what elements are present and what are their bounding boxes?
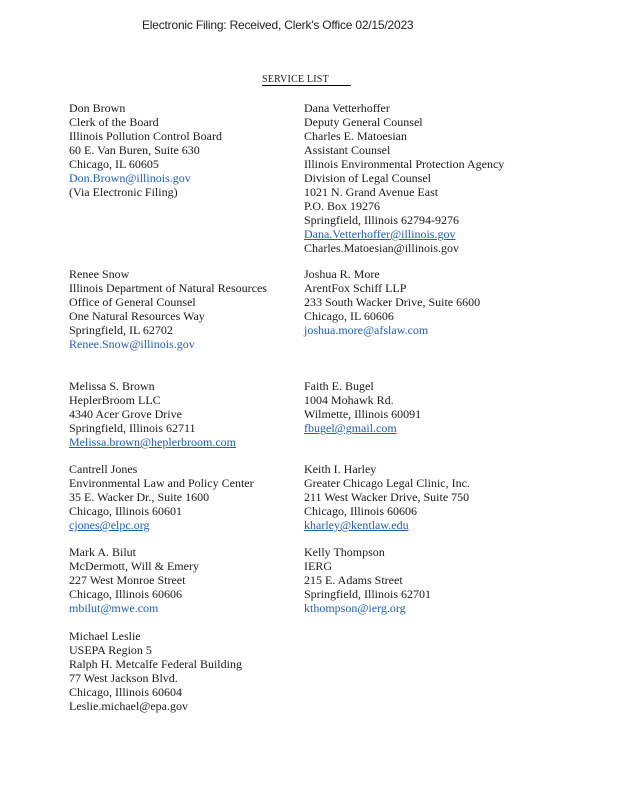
contact-line: Clerk of the Board [69, 115, 159, 129]
contact-line: Wilmette, Illinois 60091 [304, 407, 422, 421]
email-link[interactable]: Melissa.brown@heplerbroom.com [69, 435, 237, 449]
contact-line: 1021 N. Grand Avenue East [304, 185, 439, 199]
contact-line: 215 E. Adams Street [304, 573, 403, 587]
contact-line: Springfield, Illinois 62701 [304, 587, 431, 601]
contact-block [69, 101, 222, 199]
email-link[interactable]: Don.Brown@illinois.gov [69, 171, 191, 185]
contact-line: P.O. Box 19276 [304, 199, 381, 213]
contact-line: USEPA Region 5 [69, 643, 152, 657]
contact-line: 60 E. Van Buren, Suite 630 [69, 143, 200, 157]
email-link[interactable]: joshua.more@afslaw.com [304, 323, 429, 337]
contact-line: One Natural Resources Way [69, 309, 205, 323]
contact-line: IERG [304, 559, 332, 573]
contact-line: 227 West Monroe Street [69, 573, 186, 587]
contact-name: Renee Snow [69, 267, 130, 281]
contact-block [304, 379, 421, 435]
contact-name: Kelly Thompson [304, 545, 385, 559]
contact-line: Assistant Counsel [304, 143, 391, 157]
electronic-filing-header: Electronic Filing: Received, Clerk's Office 02/15/2023 [142, 18, 414, 32]
contact-line: Ralph H. Metcalfe Federal Building [69, 657, 242, 671]
email-link[interactable]: Renee.Snow@illinois.gov [69, 337, 195, 351]
contact-line: Springfield, Illinois 62794-9276 [304, 213, 459, 227]
contact-block [69, 629, 242, 713]
contact-line: McDermott, Will & Emery [69, 559, 199, 573]
contact-line: Division of Legal Counsel [304, 171, 431, 185]
contact-line: Springfield, IL 62702 [69, 323, 173, 337]
contact-line: Springfield, Illinois 62711 [69, 421, 196, 435]
contact-note: (Via Electronic Filing) [69, 185, 178, 199]
contact-block [69, 267, 267, 351]
contact-line: Environmental Law and Policy Center [69, 476, 254, 490]
email-link[interactable]: mbilut@mwe.com [69, 601, 159, 615]
contact-line: ArentFox Schiff LLP [304, 281, 407, 295]
contact-block [69, 545, 199, 615]
contact-line: HeplerBroom LLC [69, 393, 161, 407]
email-link[interactable]: cjones@elpc.org [69, 518, 150, 532]
contact-name: Michael Leslie [69, 629, 141, 643]
contact-line: Chicago, Illinois 60606 [304, 504, 417, 518]
contact-block [69, 379, 236, 449]
service-list-title: SERVICE LIST [262, 74, 351, 86]
contact-name: Faith E. Bugel [304, 379, 374, 393]
contact-line: Deputy General Counsel [304, 115, 423, 129]
contact-line: 4340 Acer Grove Drive [69, 407, 182, 421]
contact-line: Chicago, Illinois 60601 [69, 504, 182, 518]
contact-line: Chicago, Illinois 60606 [69, 587, 182, 601]
contact-line: Greater Chicago Legal Clinic, Inc. [304, 476, 470, 490]
contact-name: Mark A. Bilut [69, 545, 137, 559]
contact-line: 211 West Wacker Drive, Suite 750 [304, 490, 470, 504]
email-link[interactable]: Dana.Vetterhoffer@illinois.gov [304, 227, 456, 241]
contact-line: Illinois Pollution Control Board [69, 129, 223, 143]
contact-line: Illinois Environmental Protection Agency [304, 157, 505, 171]
contact-name: Melissa S. Brown [69, 379, 155, 393]
contact-line: 233 South Wacker Drive, Suite 6600 [304, 295, 481, 309]
contact-block [304, 545, 431, 615]
contact-line: Charles E. Matoesian [304, 129, 407, 143]
contact-line: Chicago, IL 60605 [69, 157, 159, 171]
contact-line: 35 E. Wacker Dr., Suite 1600 [69, 490, 210, 504]
contact-block [304, 101, 504, 255]
contact-block [304, 462, 470, 532]
contact-line: Illinois Department of Natural Resources [69, 281, 267, 295]
contact-line: Chicago, Illinois 60604 [69, 685, 182, 699]
email-link[interactable]: fbugel@gmail.com [304, 421, 397, 435]
contact-email-text: Charles.Matoesian@illinois.gov [304, 241, 460, 255]
email-link[interactable]: kthompson@ierg.org [304, 601, 406, 615]
contact-line: 77 West Jackson Blvd. [69, 671, 178, 685]
contact-name: Joshua R. More [304, 267, 380, 281]
contact-name: Cantrell Jones [69, 462, 138, 476]
contact-name: Don Brown [69, 101, 126, 115]
contact-block [304, 267, 480, 337]
contact-block [69, 462, 254, 532]
contact-line: Chicago, IL 60606 [304, 309, 394, 323]
contact-name: Dana Vetterhoffer [304, 101, 390, 115]
contact-email-text: Leslie.michael@epa.gov [69, 699, 189, 713]
contact-line: Office of General Counsel [69, 295, 196, 309]
contact-line: 1004 Mohawk Rd. [304, 393, 394, 407]
contact-name: Keith I. Harley [304, 462, 377, 476]
email-link[interactable]: kharley@kentlaw.edu [304, 518, 409, 532]
